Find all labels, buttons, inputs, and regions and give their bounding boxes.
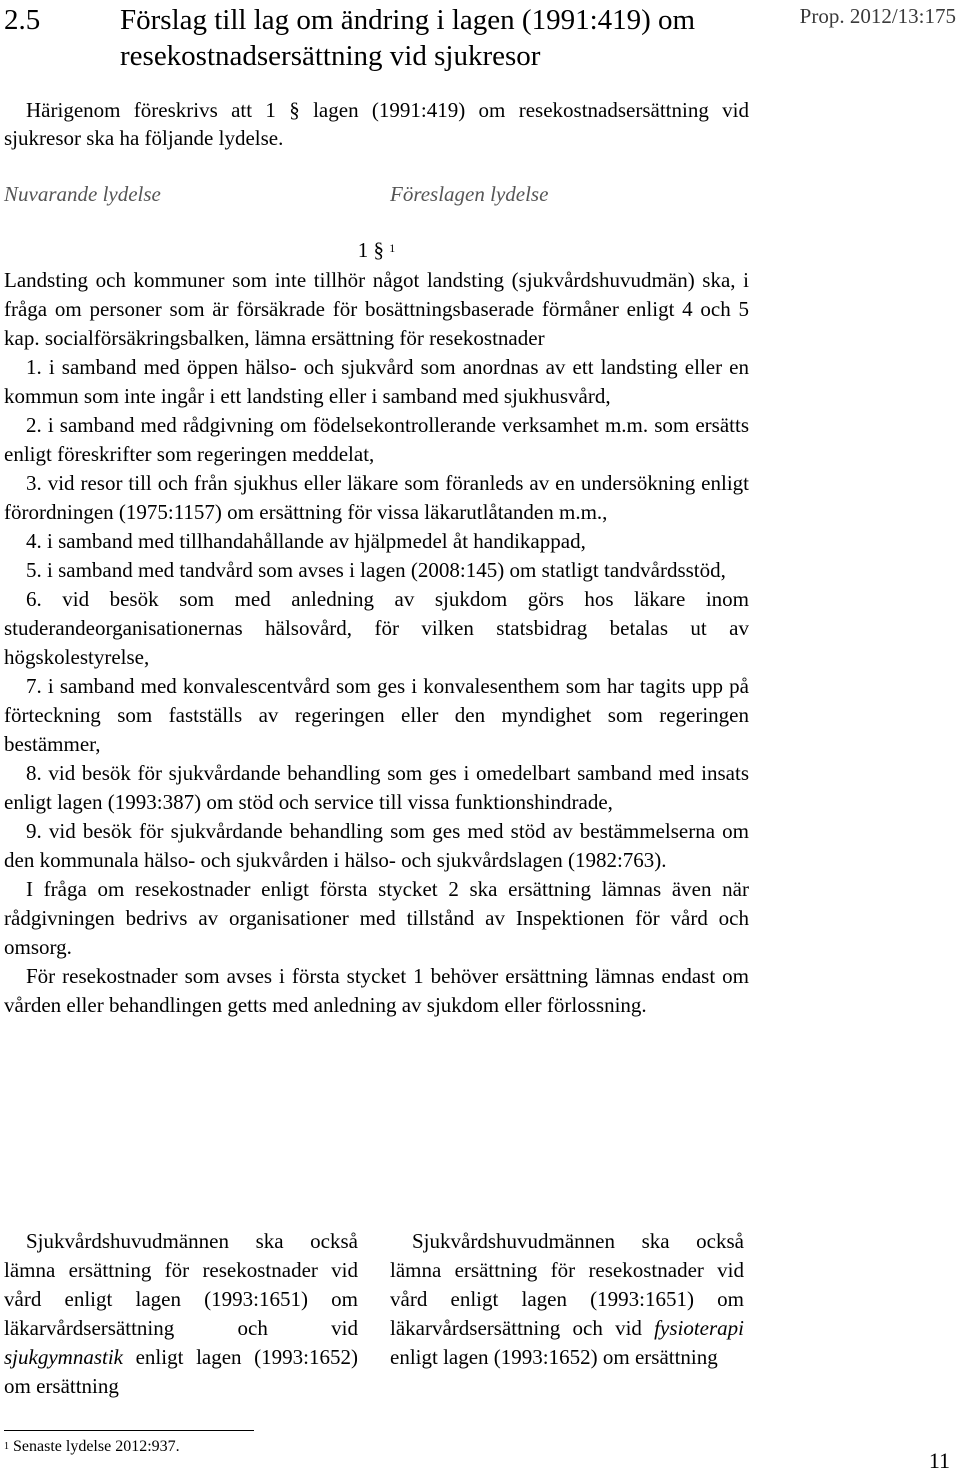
paragraph-3: För resekostnader som avses i första stycket 1 behöver ersättning lämnas endast om vården eller behandlingen getts med anledning av sjukdom eller förlossning. xyxy=(4,964,749,1017)
footnote-divider xyxy=(4,1430,254,1431)
list-item: 4. i samband med tillhandahållande av hjälpmedel åt handikappad, xyxy=(26,529,586,553)
current-text-before: Sjukvårdshuvudmännen ska också lämna ersättning för resekostnader vid vård enligt lagen (1993:1651) om läkarvårdsersättning och vid xyxy=(4,1229,358,1340)
law-text xyxy=(4,266,749,1020)
current-wording-paragraph xyxy=(4,1227,358,1401)
section-heading-text: 1 § xyxy=(357,238,384,262)
list-item: 7. i samband med konvalescentvård som ges i konvalesenthem som har tagits upp på förteckning som fastställs av regeringen eller den myndighet som regeringen bestämmer, xyxy=(4,674,749,756)
paragraph-1: Landsting och kommuner som inte tillhör något landsting (sjukvårdshuvudmän) ska, i fråga om personer som är försäkrade för bosättningsbaserade förmåner enligt 4 och 5 kap. socialförsäkringsbalken, lämna ersättning för resekostnader xyxy=(4,268,749,350)
page-number: 11 xyxy=(928,1448,950,1473)
footnote-marker: 1 xyxy=(4,1441,9,1452)
list-item: 2. i samband med rådgivning om födelsekontrollerande verksamhet m.m. som ersätts enligt föreskrifter som regeringen meddelat, xyxy=(4,413,749,466)
footnote xyxy=(4,1437,180,1457)
proposed-wording-column xyxy=(390,1227,744,1372)
footnote-reference: 1 xyxy=(389,241,396,255)
list-item: 9. vid besök för sjukvårdande behandling som ges med stöd av bestämmelserna om den kommunala hälso- och sjukvården i hälso- och sjukvårdslagen (1982:763). xyxy=(4,819,749,872)
current-wording-heading: Nuvarande lydelse xyxy=(4,182,161,206)
current-wording-column xyxy=(4,1227,358,1401)
document-title: Förslag till lag om ändring i lagen (1991:419) om resekostnadsersättning vid sjukresor xyxy=(120,4,696,72)
proposition-reference: Prop. 2012/13:175 xyxy=(799,4,956,28)
list-item: 5. i samband med tandvård som avses i lagen (2008:145) om statligt tandvårdsstöd, xyxy=(26,558,726,582)
proposed-emphasis: fysioterapi xyxy=(654,1316,744,1340)
footnote-text: Senaste lydelse 2012:937. xyxy=(13,1438,180,1455)
current-emphasis: sjukgymnastik xyxy=(4,1345,123,1369)
paragraph-2: I fråga om resekostnader enligt första stycket 2 ska ersättning lämnas även när rådgivningen bedrivs av organisationer med tillstånd av Inspektionen för vård och omsorg. xyxy=(4,877,749,959)
current-text-after: enligt lagen (1993:1652) om ersättning xyxy=(4,1345,358,1398)
list-item: 3. vid resor till och från sjukhus eller läkare som föranleds av en undersökning enligt förordningen (1975:1157) om ersättning för vissa läkarutlåtanden m.m., xyxy=(4,471,749,524)
section-heading xyxy=(4,236,749,264)
section-number: 2.5 xyxy=(4,4,41,36)
list-item: 6. vid besök som med anledning av sjukdom görs hos läkare inom studerandeorganisationernas hälsovård, för vilken statsbidrag betalas ut av högskolestyrelse, xyxy=(4,587,749,669)
list-item: 1. i samband med öppen hälso- och sjukvård som anordnas av ett landsting eller en kommun som inte ingår i ett landsting eller i samband med sjukhusvård, xyxy=(4,355,749,408)
list-item: 8. vid besök för sjukvårdande behandling som ges i omedelbart samband med insats enligt lagen (1993:387) om stöd och service till vissa funktionshindrade, xyxy=(4,761,749,814)
proposed-text-before: Sjukvårdshuvudmännen ska också lämna ersättning för resekostnader vid vård enligt lagen (1993:1651) om läkarvårdsersättning och vid xyxy=(390,1229,744,1340)
intro-paragraph: Härigenom föreskrivs att 1 § lagen (1991:419) om resekostnadsersättning vid sjukresor ska ha följande lydelse. xyxy=(4,98,749,150)
proposed-wording-paragraph xyxy=(390,1227,744,1372)
proposed-text-after: enligt lagen (1993:1652) om ersättning xyxy=(390,1345,718,1369)
proposed-wording-heading: Föreslagen lydelse xyxy=(390,182,549,206)
